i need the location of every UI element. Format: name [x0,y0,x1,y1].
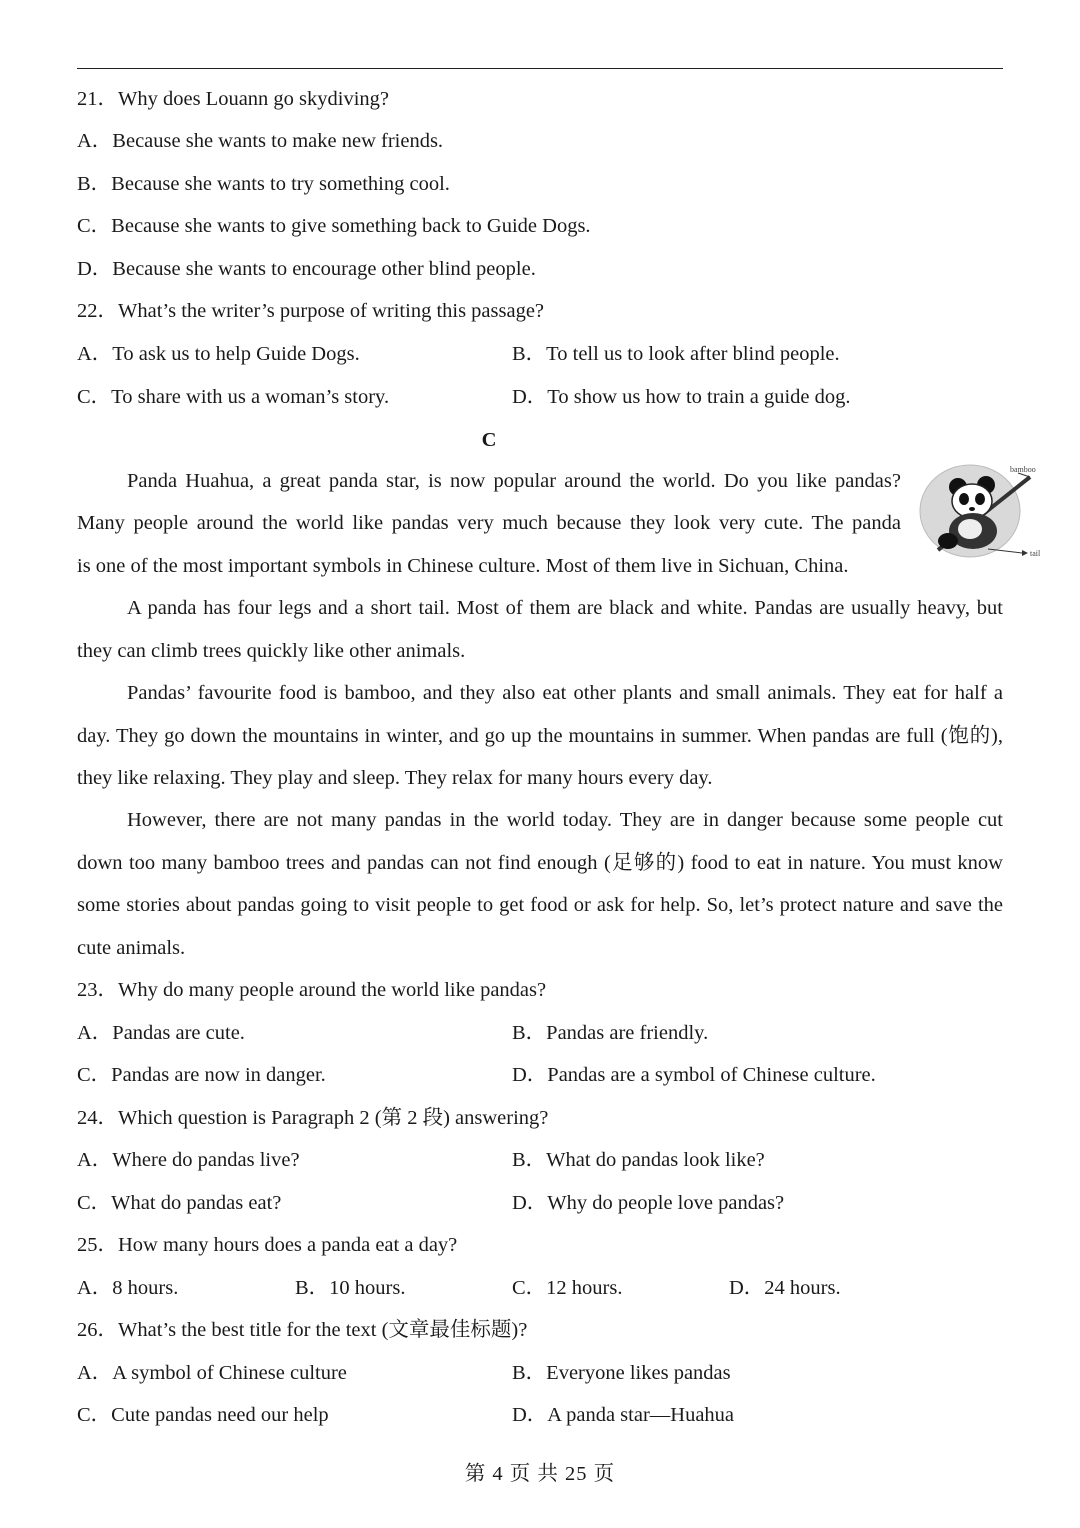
passage-p2: A panda has four legs and a short tail. Most of them are black and white. Pandas are usually heavy, but they can climb trees quickly like other animals. [77,597,1003,662]
header-rule [77,68,1003,69]
q23-option-a: A．Pandas are cute. [77,1022,245,1044]
q24-option-d: D．Why do people love pandas? [512,1192,785,1214]
panda-illustration [918,455,1048,560]
passage-p1-line3: is one of the most important symbols in Chinese culture. Most of them live in Sichuan, China. [77,555,849,577]
q21-option-a: A．Because she wants to make new friends. [77,130,444,152]
q23-stem: 23．Why do many people around the world like pandas? [77,979,547,1001]
q26-option-a: A．A symbol of Chinese culture [77,1362,347,1384]
q26-option-b: B．Everyone likes pandas [512,1362,731,1384]
q22-option-d: D．To show us how to train a guide dog. [512,386,851,408]
q22-option-c: C．To share with us a woman’s story. [77,386,390,408]
passage-p4: However, there are not many pandas in the world today. They are in danger because some people cut down too many bamboo trees and pandas can not find enough (足够的) food to eat in nature. You must know some stories about pandas going to visit people to get food or ask for help. So, let’s protect nature and save the cute animals. [77,809,1003,959]
q23-option-b: B．Pandas are friendly. [512,1022,709,1044]
q24-option-a: A．Where do pandas live? [77,1149,300,1171]
q26-option-d: D．A panda star—Huahua [512,1404,735,1426]
q25-stem: 25．How many hours does a panda eat a day? [77,1234,458,1256]
q24-option-b: B．What do pandas look like? [512,1149,765,1171]
q21-option-c: C．Because she wants to give something back to Guide Dogs. [77,215,591,237]
q22-option-a: A．To ask us to help Guide Dogs. [77,343,360,365]
passage-p1-line1: Panda Huahua, a great panda star, is now popular around the world. Do you like pandas? [127,470,901,492]
q21-option-b: B．Because she wants to try something cool. [77,173,450,195]
q22-option-b: B．To tell us to look after blind people. [512,343,840,365]
q26-stem: 26．What’s the best title for the text (文章最佳标题)? [77,1319,528,1341]
q21-option-d: D．Because she wants to encourage other blind people. [77,258,536,280]
q23-option-d: D．Pandas are a symbol of Chinese culture. [512,1064,876,1086]
section-title: C [481,429,497,451]
passage-p3: Pandas’ favourite food is bamboo, and they also eat other plants and small animals. They eat for half a day. They go down the mountains in winter, and go up the mountains in summer. When pandas are full (饱的), they like relaxing. They play and sleep. They relax for many hours every day. [77,682,1003,789]
q26-option-c: C．Cute pandas need our help [77,1404,329,1426]
q24-option-c: C．What do pandas eat? [77,1192,282,1214]
q22-stem: 22．What’s the writer’s purpose of writing this passage? [77,300,545,322]
page-footer: 第 4 页 共 25 页 [464,1463,616,1485]
bamboo-label: bamboo [1010,465,1036,474]
q23-option-c: C．Pandas are now in danger. [77,1064,326,1086]
q25-option-a: A．8 hours. [77,1277,179,1299]
q25-option-b: B．10 hours. [295,1277,406,1299]
q25-option-d: D．24 hours. [729,1277,841,1299]
passage-p1-line2: Many people around the world like pandas very much because they look very cute. The panda [77,512,901,534]
q24-stem: 24．Which question is Paragraph 2 (第 2 段) answering? [77,1107,549,1129]
q25-option-c: C．12 hours. [512,1277,623,1299]
tail-label: tail [1030,549,1041,558]
q21-stem: 21．Why does Louann go skydiving? [77,88,390,110]
